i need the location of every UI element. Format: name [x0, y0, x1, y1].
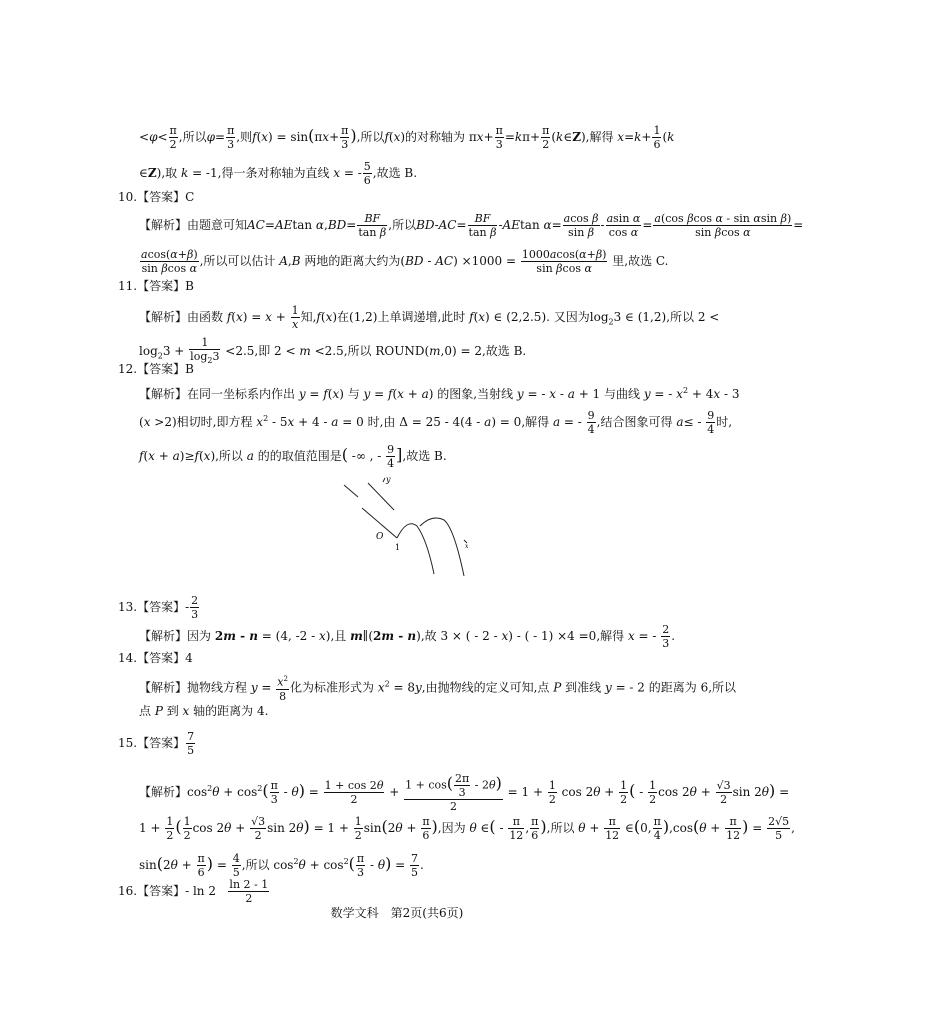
p10-line1: 【解析】由题意可知AC=AEtan α,BD= $\frac{BF}{\text{tan β}}$ ,所以BD-AC= $\frac{BF}{\text{tan β}}$ -AEtan α= $\frac{\text{acos β}}{\text{sin β}}$ - $\frac{\text{asin α}}{\text{cos α}}$ = $\frac{\text{a(cos βcos α - sin αsin β)}}{\text{sin βcos α}}$ =: [139, 212, 804, 239]
p12-line3: f(x + a)≥f(x),所以 a 的的取值范围是( -∞ , - $\frac{9}{4}$ ],故选 B.: [139, 443, 447, 470]
p9-line2: ∈Z),取 k = -1,得一条对称轴为直线 x = - $\frac{5}{6}$ ,故选 B.: [139, 160, 418, 187]
graph-ray-mid: [368, 483, 394, 510]
p11-line2: $\log_23$ + $\frac{1}{\log_23}$ <2.5,即 2 < m <2.5,所以 ROUND(m,0) = 2,故选 B.: [139, 336, 527, 366]
graph-label-1: 1: [395, 543, 401, 552]
p15-line2: 1 + $\frac{1}{2}$ ( $\frac{1}{2}$ cos 2θ + $\frac{√3}{2}$ sin 2θ) = 1 + $\frac{1}{2}$ sin(2θ + $\frac{\pi}{6}$ ),因为 θ ∈( - $\frac{\pi}{12}$ , $\frac{\pi}{6}$ ),所以 θ + $\frac{\pi}{12}$ ∈(0, $\frac{\pi}{4}$ ),cos(θ + $\frac{\pi}{12}$ ) = $\frac{2√5}{5}$ ,: [139, 815, 795, 842]
p12-graph: [332, 470, 492, 590]
graph-ray-left: [344, 485, 358, 497]
p12-answer: 12.【答案】B: [118, 362, 194, 376]
graph-label-o: O: [376, 532, 384, 542]
graph-y-axis-arrow: [383, 478, 385, 482]
p14-line2: 点 P 到 x 轴的距离为 4.: [139, 704, 269, 718]
p12-line1: 【解析】在同一坐标系内作出 y = f(x) 与 y = f(x + a) 的图象,当射线 y = - x - a + 1 与曲线 y = - $x^2 + 4x - 3$: [139, 386, 740, 401]
p15-answer: 15.【答案】 $\frac{7}{5}$: [118, 730, 195, 757]
p10-line2: $\frac{acos(\alpha+\beta)}{\text{sin βcos α}}$ ,所以可以估计 A,B 两地的距离大约为(BD - AC) ×1000 = $\frac{1000acos(\alpha+\beta)}{\text{sin βcos α}}$ 里,故选 C.: [141, 248, 669, 275]
p10-answer: 10.【答案】C: [118, 190, 195, 204]
graph-curve-1: [397, 524, 434, 574]
p15-line1: 【解析】$\cos^2\theta + \cos^2$( $\frac{\pi}{3}$ - θ) = $\frac{1 + \cos 2\theta}{2}$ + 1 + cos( $\frac{2\pi}{3}$ - 2θ) 2 = 1 + $\frac{1}{2}$ cos 2θ + $\frac{1}{2}$ ( - $\frac{1}{2}$ cos 2θ + $\frac{√3}{2}$ sin 2θ) =: [139, 772, 790, 813]
graph-label-x: x: [465, 543, 469, 550]
p15-line3: sin(2θ + $\frac{\pi}{6}$ ) = $\frac{4}{5}$ ,所以 $\cos^2\theta + \cos^2$( $\frac{\pi}{3}$ - θ) = $\frac{7}{5}$ .: [139, 852, 424, 879]
p14-line1: 【解析】抛物线方程 y = $\frac{x^2}{8}$ 化为标准形式为 $x^2 = 8y$,由抛物线的定义可知,点 P 到准线 y = - 2 的距离为 6,所以: [139, 675, 737, 703]
p11-answer: 11.【答案】B: [118, 279, 194, 293]
p9-line1: <φ< $\frac{\pi}{2}$ ,所以φ= $\frac{\pi}{3}$ ,则f(x) = sin(πx+ $\frac{\pi}{3}$ ),所以f(x)的对称轴为 πx+ $\frac{\pi}{3}$ =kπ+ $\frac{\pi}{2}$ (k∈Z),解得 x=k+ $\frac{1}{6}$ (k: [139, 124, 675, 151]
p11-line1: 【解析】由函数 f(x) = x + $\frac{1}{x}$ 知,f(x)在(1,2)上单调递增,此时 f(x) ∈ (2,2.5). 又因为$\log_23$ ∈ (1,2),所以 2 <: [139, 304, 720, 331]
p13-line1: 【解析】因为 2m - n = (4, -2 - x),且 m∥(2m - n),故 3 × ( - 2 - x) - ( - 1) ×4 =0,解得 x = - $\frac{2}{3}$ .: [139, 623, 676, 650]
page-footer: 数学文科 第2页(共6页): [330, 906, 464, 920]
p14-answer: 14.【答案】4: [118, 651, 193, 665]
graph-label-y: y: [386, 475, 391, 484]
p13-answer: 13.【答案】- $\frac{2}{3}$: [118, 594, 199, 621]
p12-line2: (x >2)相切时,即方程 $x^2 - 5x + 4 - a = 0$ 时,由 Δ = 25 - 4(4 - a) = 0,解得 a = - $\frac{9}{4}$ ,结合图象可得 a≤ - $\frac{9}{4}$ 时,: [139, 409, 733, 436]
p16-answer: 16.【答案】- ln 2 $\frac{\ln 2 - 1}{2}$: [118, 878, 269, 905]
